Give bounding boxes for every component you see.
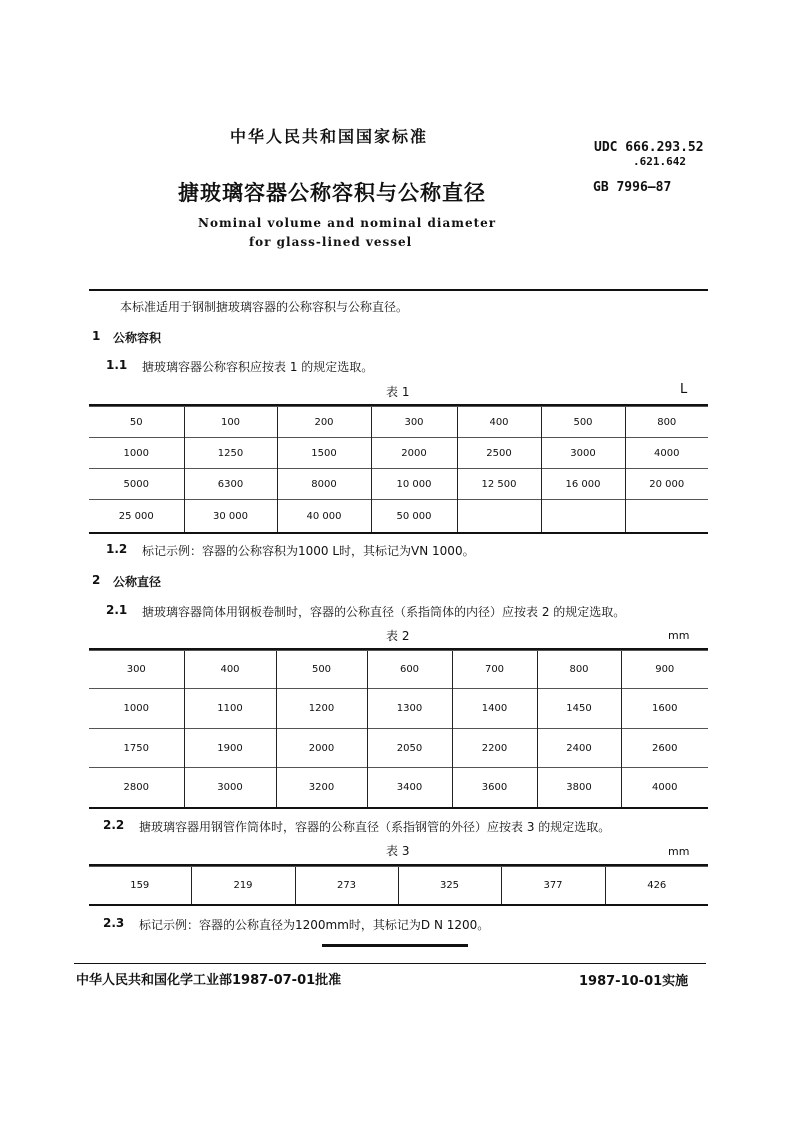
table-cell: 10 000	[371, 469, 457, 500]
table-cell	[625, 500, 708, 533]
table-cell: 5000	[89, 469, 184, 500]
table-cell: 30 000	[184, 500, 277, 533]
table-cell: 20 000	[625, 469, 708, 500]
section-2-title: 公称直径	[113, 575, 162, 589]
clause-1-2-number: 1.2	[106, 542, 128, 556]
table-2-unit: mm	[668, 629, 690, 642]
table-cell: 1400	[452, 689, 537, 729]
table-cell: 500	[541, 407, 625, 438]
table-cell: 377	[501, 867, 605, 905]
section-1-number: 1	[92, 329, 101, 343]
table-cell: 1900	[184, 729, 276, 768]
table-cell: 3600	[452, 768, 537, 808]
table-cell: 2800	[89, 768, 184, 808]
table-cell: 3400	[367, 768, 452, 808]
table-cell: 12 500	[457, 469, 541, 500]
table-cell: 800	[625, 407, 708, 438]
clause-2-3-number: 2.3	[103, 916, 125, 930]
table-row	[89, 469, 708, 500]
clause-2-2-number: 2.2	[103, 818, 125, 832]
approval-line: 中华人民共和国化学工业部1987-07-01批准	[76, 973, 342, 988]
table-3-caption: 表 3	[386, 844, 410, 858]
table-cell: 2500	[457, 438, 541, 469]
table-cell: 1300	[367, 689, 452, 729]
table-cell: 500	[276, 651, 367, 689]
table-cell: 900	[621, 651, 708, 689]
table-cell: 800	[537, 651, 621, 689]
table-cell: 3800	[537, 768, 621, 808]
table-cell: 700	[452, 651, 537, 689]
table-1-unit: L	[680, 382, 688, 397]
table-cell: 273	[295, 867, 398, 905]
table-cell: 3000	[541, 438, 625, 469]
table-2-bottom-rule	[89, 807, 708, 809]
udc-code-continued: .621.642	[633, 155, 686, 168]
table-cell: 4000	[625, 438, 708, 469]
table-cell: 2600	[621, 729, 708, 768]
header-rule	[89, 289, 708, 291]
table-3-unit: mm	[668, 845, 690, 858]
table-cell: 6300	[184, 469, 277, 500]
table-cell: 300	[371, 407, 457, 438]
table-cell: 3200	[276, 768, 367, 808]
table-row	[89, 867, 708, 905]
document-title: 搪玻璃容器公称容积与公称直径	[178, 181, 486, 205]
table-cell: 2050	[367, 729, 452, 768]
table-cell: 400	[457, 407, 541, 438]
table-cell: 600	[367, 651, 452, 689]
standard-number: GB 7996—87	[593, 180, 672, 195]
issuing-body: 中华人民共和国国家标准	[230, 127, 429, 146]
table-cell: 25 000	[89, 500, 184, 533]
table-cell: 40 000	[277, 500, 371, 533]
table-cell: 2200	[452, 729, 537, 768]
table-cell: 1200	[276, 689, 367, 729]
clause-2-2-text: 搪玻璃容器用钢管作筒体时，容器的公称直径（系指钢管的外径）应按表 3 的规定选取。	[139, 820, 611, 834]
table-row	[89, 768, 708, 808]
table-cell: 1000	[89, 689, 184, 729]
clause-1-2-text: 标记示例：容器的公称容积为1000 L时，其标记为VN 1000。	[142, 544, 475, 558]
table-cell: 50 000	[371, 500, 457, 533]
table-cell: 16 000	[541, 469, 625, 500]
table-cell: 426	[605, 867, 708, 905]
table-cell: 4000	[621, 768, 708, 808]
english-title-line1: Nominal volume and nominal diameter	[198, 216, 497, 230]
footer-rule	[74, 963, 706, 964]
table-row	[89, 651, 708, 689]
table-cell: 1600	[621, 689, 708, 729]
clause-2-3-text: 标记示例：容器的公称直径为1200mm时，其标记为D N 1200。	[139, 918, 490, 932]
table-cell: 50	[89, 407, 184, 438]
table-cell: 100	[184, 407, 277, 438]
table-cell: 1500	[277, 438, 371, 469]
table-cell: 200	[277, 407, 371, 438]
end-mark-rule	[322, 944, 468, 947]
table-3	[89, 866, 708, 905]
scope-statement: 本标准适用于钢制搪玻璃容器的公称容积与公称直径。	[120, 300, 409, 314]
clause-1-1-text: 搪玻璃容器公称容积应按表 1 的规定选取。	[142, 360, 374, 374]
section-2-number: 2	[92, 573, 101, 587]
table-cell: 1100	[184, 689, 276, 729]
table-3-bottom-rule	[89, 904, 708, 906]
table-2	[89, 650, 708, 808]
table-cell: 3000	[184, 768, 276, 808]
table-cell: 1250	[184, 438, 277, 469]
table-cell: 1750	[89, 729, 184, 768]
table-cell: 2000	[276, 729, 367, 768]
table-2-caption: 表 2	[386, 629, 410, 643]
table-cell: 325	[398, 867, 501, 905]
table-cell: 400	[184, 651, 276, 689]
table-cell	[541, 500, 625, 533]
table-row	[89, 407, 708, 438]
clause-1-1-number: 1.1	[106, 358, 128, 372]
table-cell	[457, 500, 541, 533]
table-cell: 8000	[277, 469, 371, 500]
table-row	[89, 500, 708, 533]
english-title-line2: for glass-lined vessel	[249, 235, 413, 249]
clause-2-1-number: 2.1	[106, 603, 128, 617]
section-1-title: 公称容积	[113, 331, 162, 345]
table-cell: 1450	[537, 689, 621, 729]
table-row	[89, 438, 708, 469]
table-cell: 2000	[371, 438, 457, 469]
table-1	[89, 406, 708, 533]
table-cell: 1000	[89, 438, 184, 469]
clause-2-1-text: 搪玻璃容器筒体用钢板卷制时，容器的公称直径（系指筒体的内径）应按表 2 的规定选取。	[142, 605, 626, 619]
table-cell: 2400	[537, 729, 621, 768]
table-cell: 219	[191, 867, 295, 905]
table-1-bottom-rule	[89, 532, 708, 534]
table-cell: 159	[89, 867, 191, 905]
table-cell: 300	[89, 651, 184, 689]
udc-code: UDC 666.293.52	[594, 140, 704, 155]
implementation-date: 1987-10-01实施	[579, 974, 689, 989]
table-1-caption: 表 1	[386, 385, 410, 399]
table-row	[89, 729, 708, 768]
table-row	[89, 689, 708, 729]
